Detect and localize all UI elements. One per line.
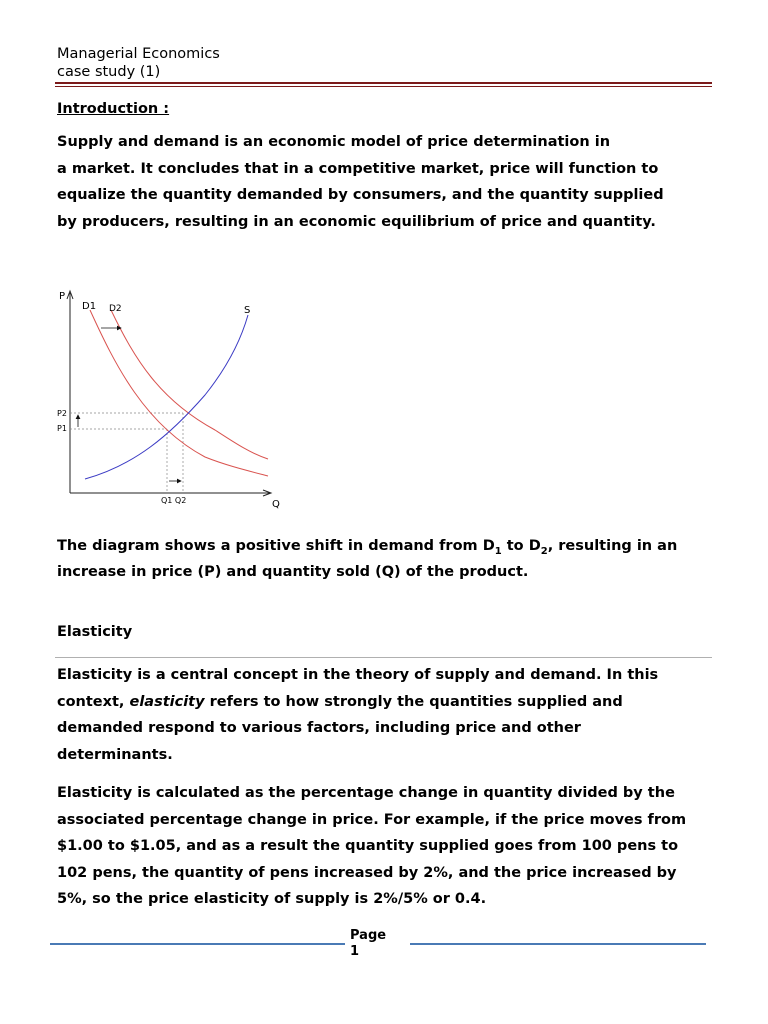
q1q2-label: Q1 Q2	[161, 496, 187, 505]
introduction-heading: Introduction :	[57, 101, 170, 117]
elasticity-heading: Elasticity	[57, 624, 133, 640]
paragraph-line: Elasticity is a central concept in the theory of supply and demand. In this	[57, 667, 659, 683]
intro-line: a market. It concludes that in a competitive market, price will function to	[57, 160, 659, 177]
s-label: S	[244, 305, 251, 316]
emphasis-elasticity: elasticity	[129, 693, 205, 710]
document-subtitle: case study (1)	[57, 64, 161, 80]
axis-x-label: Q	[272, 499, 280, 510]
paragraph-line: Elasticity is calculated as the percentage change in quantity divided by the	[57, 785, 675, 801]
page-number: Page 1	[350, 928, 387, 959]
demand-curve-d2	[111, 310, 268, 459]
header-rule-bottom	[55, 86, 712, 87]
caption-line-1: The diagram shows a positive shift in demand from $D_1$ to $D_2$, resulting in an	[57, 538, 678, 557]
caption-line-2: increase in price (P) and quantity sold (Q) of the product.	[57, 563, 529, 580]
paragraph-line: context, elasticity refers to how strongly the quantities supplied and	[57, 693, 623, 710]
p1-label: P1	[57, 424, 67, 433]
paragraph-line: associated percentage change in price. For example, if the price moves from	[57, 811, 687, 828]
footer-line-right	[410, 943, 706, 945]
d2-label: D2	[109, 304, 122, 314]
footer-line-left	[50, 943, 345, 945]
diagram-caption	[57, 536, 722, 583]
header-rule-top	[55, 82, 712, 84]
elasticity-paragraph-2	[57, 780, 722, 913]
supply-curve	[85, 315, 248, 479]
paragraph-line: $1.00 to $1.05, and as a result the quantity supplied goes from 100 pens to	[57, 838, 679, 854]
elasticity-paragraph-1	[57, 662, 722, 768]
document-title: Managerial Economics	[57, 46, 220, 62]
axis-y-label: P	[59, 291, 66, 302]
intro-line: equalize the quantity demanded by consumers, and the quantity supplied	[57, 187, 664, 203]
paragraph-line: demanded respond to various factors, including price and other	[57, 720, 581, 736]
paragraph-line: 102 pens, the quantity of pens increased by 2%, and the price increased by	[57, 864, 677, 881]
paragraph-line: 5%, so the price elasticity of supply is 2%/5% or 0.4.	[57, 891, 487, 907]
d1-label: D1	[82, 301, 97, 312]
intro-line: by producers, resulting in an economic equilibrium of price and quantity.	[57, 213, 656, 230]
intro-line: Supply and demand is an economic model of price determination in	[57, 134, 611, 150]
supply-demand-diagram	[55, 285, 290, 515]
intro-paragraph	[57, 129, 722, 235]
paragraph-line: determinants.	[57, 746, 173, 763]
elasticity-rule	[55, 657, 712, 658]
p2-label: P2	[57, 409, 67, 418]
